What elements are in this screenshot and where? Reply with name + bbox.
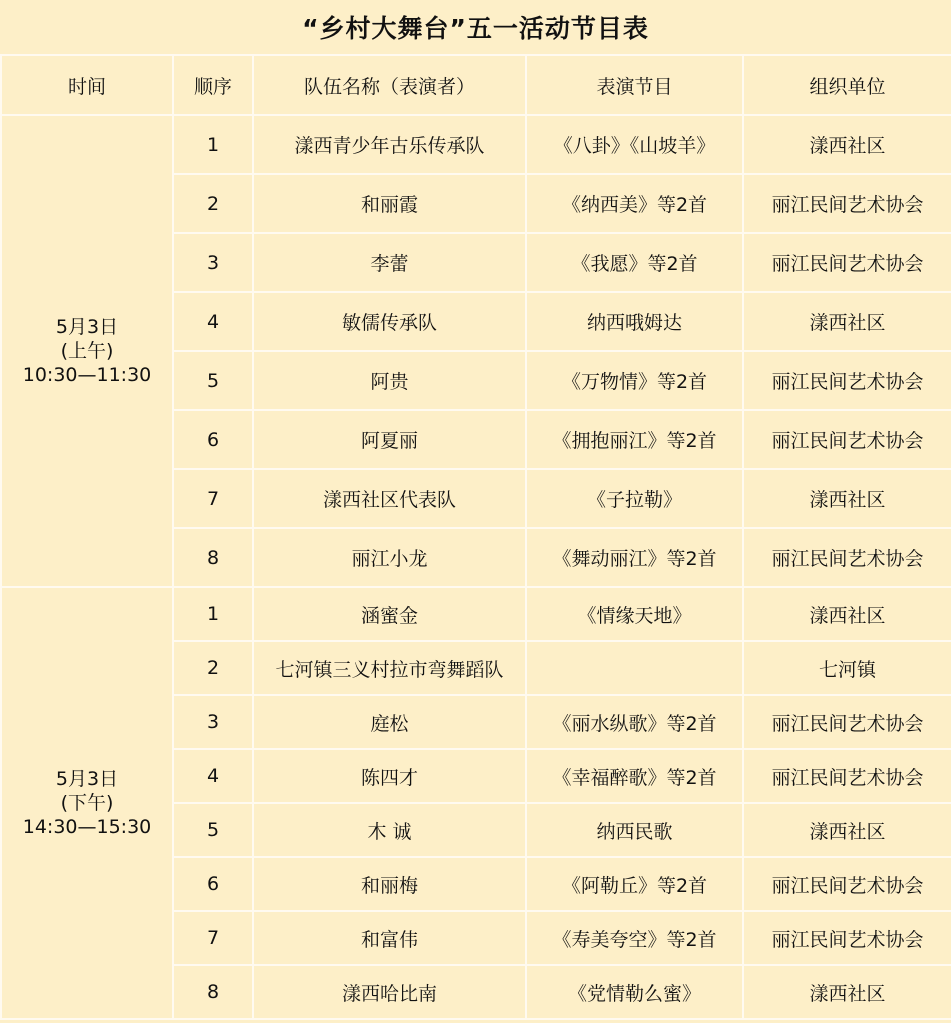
session-time: 14:30—15:30 xyxy=(22,816,152,838)
header-organizer: 组织单位 xyxy=(743,55,951,115)
organizer-cell: 丽江民间艺术协会 xyxy=(743,410,951,469)
performer-cell: 和丽梅 xyxy=(253,857,526,911)
schedule-body xyxy=(1,115,951,1019)
program-cell: 纳西哦姆达 xyxy=(526,292,743,351)
program-cell: 《情缘天地》 xyxy=(526,587,743,641)
organizer-cell: 丽江民间艺术协会 xyxy=(743,695,951,749)
performer-cell: 阿贵 xyxy=(253,351,526,410)
performer-cell: 漾西社区代表队 xyxy=(253,469,526,528)
program-cell: 《舞动丽江》等2首 xyxy=(526,528,743,587)
performer-cell: 木 诚 xyxy=(253,803,526,857)
order-cell: 4 xyxy=(173,749,253,803)
organizer-cell: 漾西社区 xyxy=(743,965,951,1019)
program-cell: 《寿美夸空》等2首 xyxy=(526,911,743,965)
organizer-cell: 丽江民间艺术协会 xyxy=(743,749,951,803)
organizer-cell: 七河镇 xyxy=(743,641,951,695)
performer-cell: 和丽霞 xyxy=(253,174,526,233)
program-cell: 《我愿》等2首 xyxy=(526,233,743,292)
organizer-cell: 丽江民间艺术协会 xyxy=(743,857,951,911)
organizer-cell: 丽江民间艺术协会 xyxy=(743,233,951,292)
order-cell: 7 xyxy=(173,911,253,965)
program-cell: 《八卦》《山坡羊》 xyxy=(526,115,743,174)
table-row xyxy=(1,587,951,641)
organizer-cell: 丽江民间艺术协会 xyxy=(743,911,951,965)
organizer-cell: 丽江民间艺术协会 xyxy=(743,351,951,410)
performer-cell: 陈四才 xyxy=(253,749,526,803)
order-cell: 5 xyxy=(173,351,253,410)
program-cell: 《纳西美》等2首 xyxy=(526,174,743,233)
organizer-cell: 丽江民间艺术协会 xyxy=(743,174,951,233)
program-cell: 《幸福醉歌》等2首 xyxy=(526,749,743,803)
session-time-cell xyxy=(1,115,173,587)
session-date: 5月3日 xyxy=(55,316,119,338)
organizer-cell: 漾西社区 xyxy=(743,803,951,857)
order-cell: 1 xyxy=(173,587,253,641)
session-date: 5月3日 xyxy=(55,768,119,790)
performer-cell: 敏儒传承队 xyxy=(253,292,526,351)
performer-cell: 李蕾 xyxy=(253,233,526,292)
performer-cell: 漾西青少年古乐传承队 xyxy=(253,115,526,174)
program-cell xyxy=(526,641,743,695)
session-period: (上午) xyxy=(60,340,114,362)
order-cell: 2 xyxy=(173,174,253,233)
order-cell: 8 xyxy=(173,528,253,587)
performer-cell: 漾西哈比南 xyxy=(253,965,526,1019)
header-performer: 队伍名称（表演者） xyxy=(253,55,526,115)
program-cell: 《万物情》等2首 xyxy=(526,351,743,410)
program-cell: 《丽水纵歌》等2首 xyxy=(526,695,743,749)
order-cell: 8 xyxy=(173,965,253,1019)
session-time: 10:30—11:30 xyxy=(22,364,152,386)
organizer-cell: 漾西社区 xyxy=(743,115,951,174)
header-program: 表演节目 xyxy=(526,55,743,115)
order-cell: 4 xyxy=(173,292,253,351)
header-order: 顺序 xyxy=(173,55,253,115)
table-row xyxy=(1,115,951,174)
organizer-cell: 漾西社区 xyxy=(743,292,951,351)
order-cell: 6 xyxy=(173,857,253,911)
order-cell: 5 xyxy=(173,803,253,857)
performer-cell: 和富伟 xyxy=(253,911,526,965)
organizer-cell: 漾西社区 xyxy=(743,469,951,528)
schedule-table xyxy=(0,54,951,1020)
header-time: 时间 xyxy=(1,55,173,115)
performer-cell: 涵蜜金 xyxy=(253,587,526,641)
program-cell: 《阿勒丘》等2首 xyxy=(526,857,743,911)
order-cell: 7 xyxy=(173,469,253,528)
performer-cell: 阿夏丽 xyxy=(253,410,526,469)
program-cell: 《党情勒么蜜》 xyxy=(526,965,743,1019)
order-cell: 3 xyxy=(173,695,253,749)
program-cell: 《拥抱丽江》等2首 xyxy=(526,410,743,469)
performer-cell: 庭松 xyxy=(253,695,526,749)
organizer-cell: 丽江民间艺术协会 xyxy=(743,528,951,587)
session-time-cell xyxy=(1,587,173,1019)
order-cell: 3 xyxy=(173,233,253,292)
organizer-cell: 漾西社区 xyxy=(743,587,951,641)
program-cell: 纳西民歌 xyxy=(526,803,743,857)
session-period: (下午) xyxy=(60,792,114,814)
order-cell: 1 xyxy=(173,115,253,174)
order-cell: 6 xyxy=(173,410,253,469)
order-cell: 2 xyxy=(173,641,253,695)
performer-cell: 七河镇三义村拉市弯舞蹈队 xyxy=(253,641,526,695)
header-row xyxy=(1,55,951,115)
page-title: “乡村大舞台”五一活动节目表 xyxy=(302,14,649,43)
program-cell: 《子拉勒》 xyxy=(526,469,743,528)
performer-cell: 丽江小龙 xyxy=(253,528,526,587)
